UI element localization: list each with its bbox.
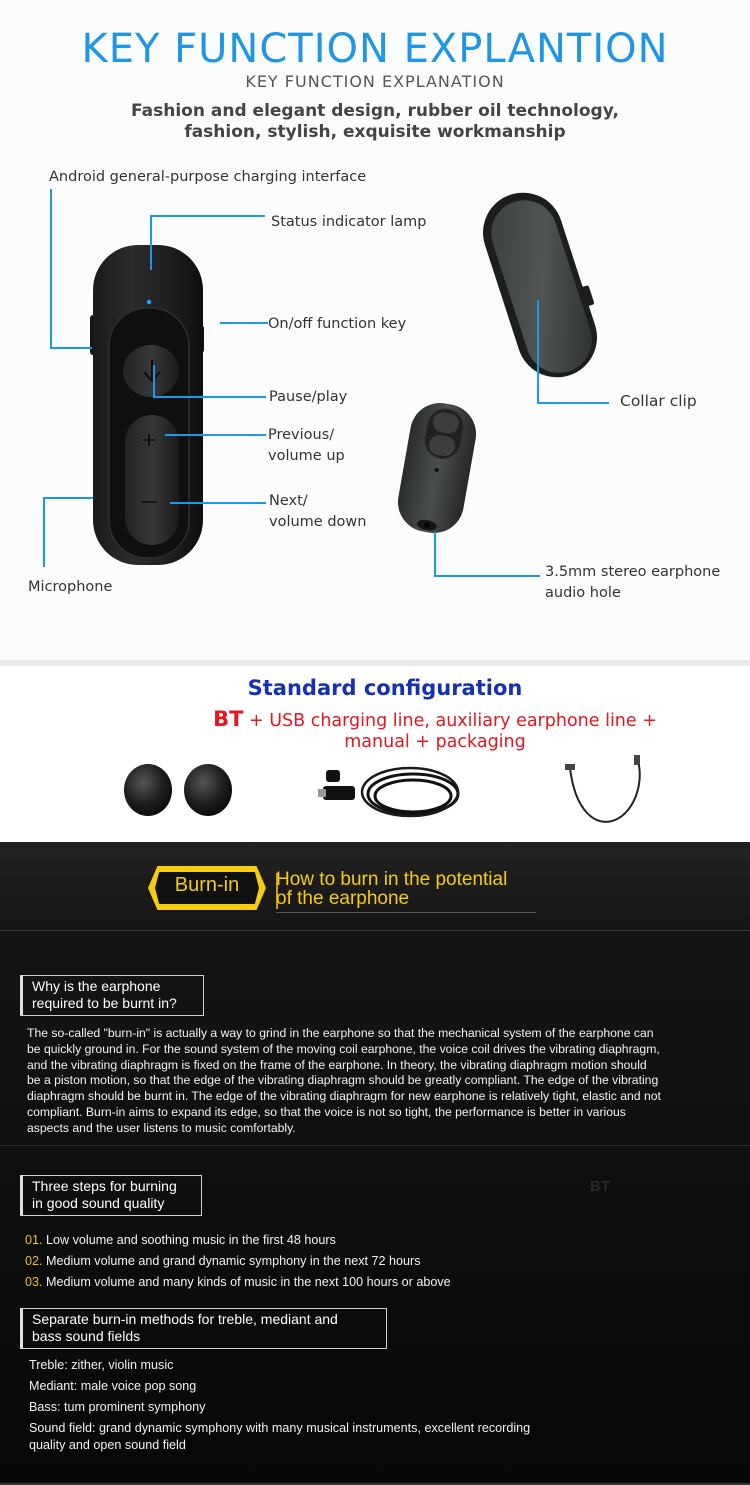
line-next [170,502,266,504]
line-clip-h [537,402,609,404]
label-collar-clip: Collar clip [620,392,697,410]
aux-cable-image [555,750,655,830]
divider [0,930,750,931]
line-onoff [220,322,268,324]
divider [0,1145,750,1146]
usb-cable-image [318,762,468,827]
label-status-lamp: Status indicator lamp [271,214,427,230]
label-onoff-key: On/off function key [268,316,407,332]
label-charging-interface: Android general-purpose charging interface [49,169,367,185]
step-item: 01. Low volume and soothing music in the first 48 hours [25,1233,336,1247]
bt-watermark: BT [590,1178,610,1195]
step-item: 03. Medium volume and many kinds of music in the next 100 hours or above [25,1275,451,1289]
headline-underline [276,912,536,913]
line-pause-v [153,365,155,397]
field-item: quality and open sound field [29,1438,186,1452]
line-charging-v [50,189,52,349]
burn-in-badge-label: Burn-in [174,874,240,896]
line-mic-v [43,497,45,567]
line-clip-v [537,300,539,404]
line-audio-h [434,575,540,577]
why-burn-in-box: Why is the earphone required to be burnt in? [20,975,204,1016]
field-item: Bass: tum prominent symphony [29,1400,206,1414]
label-pause-play: Pause/play [269,389,348,405]
line-previous [165,434,266,436]
field-item: Mediant: male voice pop song [29,1379,197,1393]
earphone-device-bottom [392,398,482,538]
line-status-v [150,215,152,270]
ear-tips-image [118,762,238,822]
line-status-h [150,215,265,217]
config-description: BT + USB charging line, auxiliary earphone line + manual + packaging [213,707,657,752]
line-audio-v [434,532,436,577]
tagline: Fashion and elegant design, rubber oil technology, fashion, stylish, exquisite workmanship [131,101,619,142]
earphone-device-clip [470,180,610,390]
step-item: 02. Medium volume and grand dynamic symphony in the next 72 hours [25,1254,421,1268]
why-burn-in-text: The so-called "burn-in" is actually a way to grind in the earphone so that the mechanical system of the earphone can be quickly ground in. For the sound system of the moving coil earphone, the voice coil drives the vibrating diaphragm, and the vibrating diaphragm is fixed on the frame of the earphone. In theory, the vibrating diaphragm motion should be a piston motion, so that the edge of the vibrating diaphragm should be greatly compliant. The edge of the vibrating diaphragm should be burnt in. The edge of the vibrating diaphragm for new earphone is relatively tight, elastic and not compliant. Burn-in aims to expand its edge, so that the voice is not so tight, the performance is better in various aspects and the user listens to music comfortably. [27,1026,661,1135]
three-steps-box: Three steps for burning in good sound quality [20,1175,202,1216]
label-previous: Previous/ volume up [268,427,345,464]
label-audio-hole: 3.5mm stereo earphone audio hole [545,564,721,601]
page-subtitle: KEY FUNCTION EXPLANATION [245,72,505,91]
page-title: KEY FUNCTION EXPLANTION [81,26,669,72]
field-item: Treble: zither, violin music [29,1358,174,1372]
burn-in-headline: How to burn in the potential of the earphone [276,869,508,909]
label-microphone: Microphone [28,579,113,595]
line-mic-h [43,497,93,499]
config-title: Standard configuration [247,676,523,700]
earphone-device-front [85,240,215,580]
line-charging-h [50,347,92,349]
separate-methods-box: Separate burn-in methods for treble, mediant and bass sound fields [20,1308,387,1349]
field-item: Sound field: grand dynamic symphony with many musical instruments, excellent recording [29,1421,531,1435]
line-pause-h [153,396,266,398]
label-next: Next/ volume down [269,493,367,530]
